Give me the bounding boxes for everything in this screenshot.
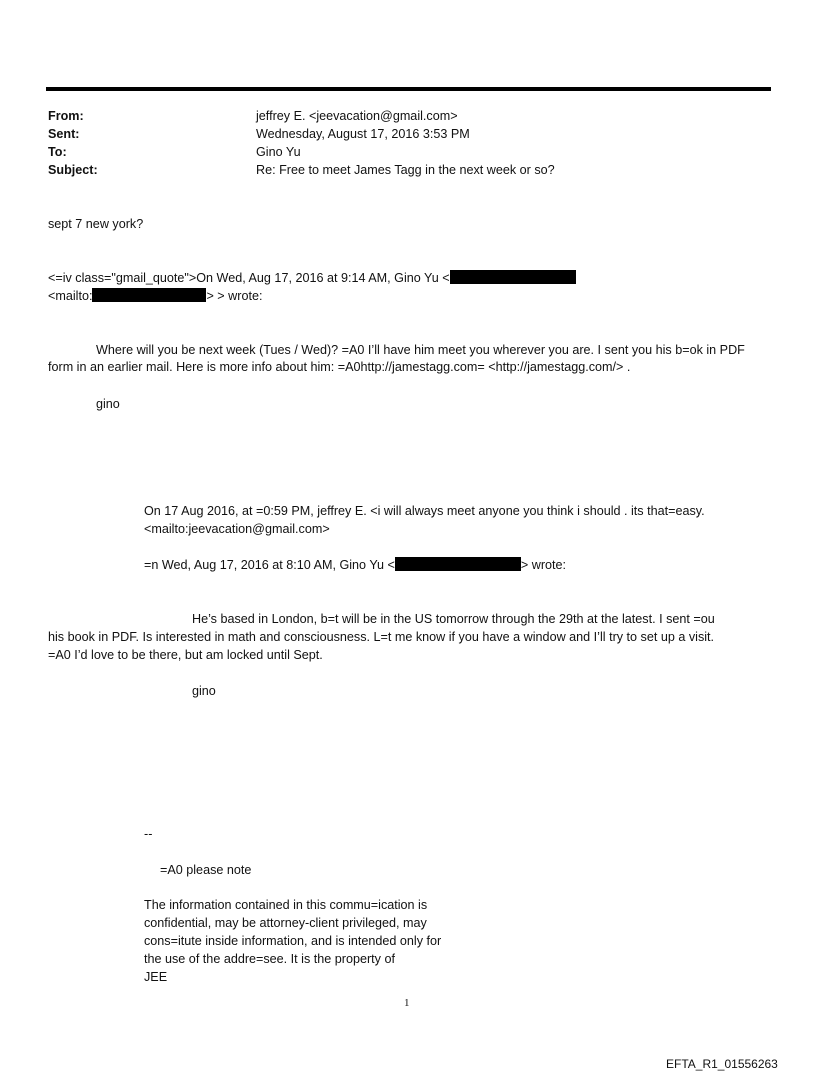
subject-label: Subject: [48, 163, 98, 177]
disclaimer-line-3: cons=itute inside information, and is intended only for [144, 934, 442, 948]
to-label: To: [48, 145, 67, 159]
wrote-suffix: > > wrote: [206, 289, 263, 303]
quote-header-3-suffix: > wrote: [520, 558, 567, 572]
message-paragraph-2-line3: =A0 I’d love to be there, but am locked until Sept. [48, 648, 323, 662]
from-value: jeffrey E. <jeevacation@gmail.com> [256, 109, 458, 123]
signature-separator: -- [144, 827, 153, 841]
document-id: EFTA_R1_01556263 [666, 1057, 778, 1071]
message-paragraph-2-line1: He’s based in London, b=t will be in the US tomorrow through the 29th at the latest. I sent =ou [192, 612, 715, 626]
please-note: =A0 please note [160, 863, 252, 877]
to-value: Gino Yu [256, 145, 301, 159]
header-rule [46, 87, 771, 91]
signature-1: gino [96, 397, 120, 411]
quote-header-1-line2 [48, 288, 262, 305]
redaction-block [395, 557, 521, 571]
mailto-prefix: <mailto: [48, 289, 93, 303]
disclaimer-line-2: confidential, may be attorney-client privileged, may [144, 916, 427, 930]
quote-header-3 [144, 557, 566, 574]
subject-value: Re: Free to meet James Tagg in the next week or so? [256, 163, 555, 177]
reply-text: sept 7 new york? [48, 217, 144, 231]
quote-header-2-mailto: <mailto:jeevacation@gmail.com> [144, 522, 330, 536]
disclaimer-line-4: the use of the addre=see. It is the property of [144, 952, 395, 966]
from-label: From: [48, 109, 84, 123]
signature-2: gino [192, 684, 216, 698]
sent-value: Wednesday, August 17, 2016 3:53 PM [256, 127, 470, 141]
quote-header-3-text: =n Wed, Aug 17, 2016 at 8:10 AM, Gino Yu < [144, 558, 395, 572]
redaction-block [92, 288, 206, 302]
disclaimer-line-1: The information contained in this commu=ication is [144, 898, 428, 912]
disclaimer-line-5: JEE [144, 970, 168, 984]
page-number: 1 [404, 997, 410, 1009]
sent-label: Sent: [48, 127, 80, 141]
quote-header-1 [48, 270, 576, 287]
message-paragraph-2-line2: his book in PDF. Is interested in math and consciousness. L=t me know if you have a window and I’ll try to set up a visit. [48, 630, 715, 644]
quote-header-1-text: <=iv class="gmail_quote">On Wed, Aug 17, 2016 at 9:14 AM, Gino Yu < [48, 271, 450, 285]
message-paragraph-1: Where will you be next week (Tues / Wed)? =A0 I’ll have him meet you wherever you are. I sent you his b=ok in PDF form in an earlier mail. Here is more info about him: =A0http://jamestagg.com= <http://jamestagg.com/> . [48, 343, 745, 374]
quote-header-2: On 17 Aug 2016, at =0:59 PM, jeffrey E. <i will always meet anyone you think i should . its that=easy. [144, 504, 705, 518]
redaction-block [450, 270, 576, 284]
